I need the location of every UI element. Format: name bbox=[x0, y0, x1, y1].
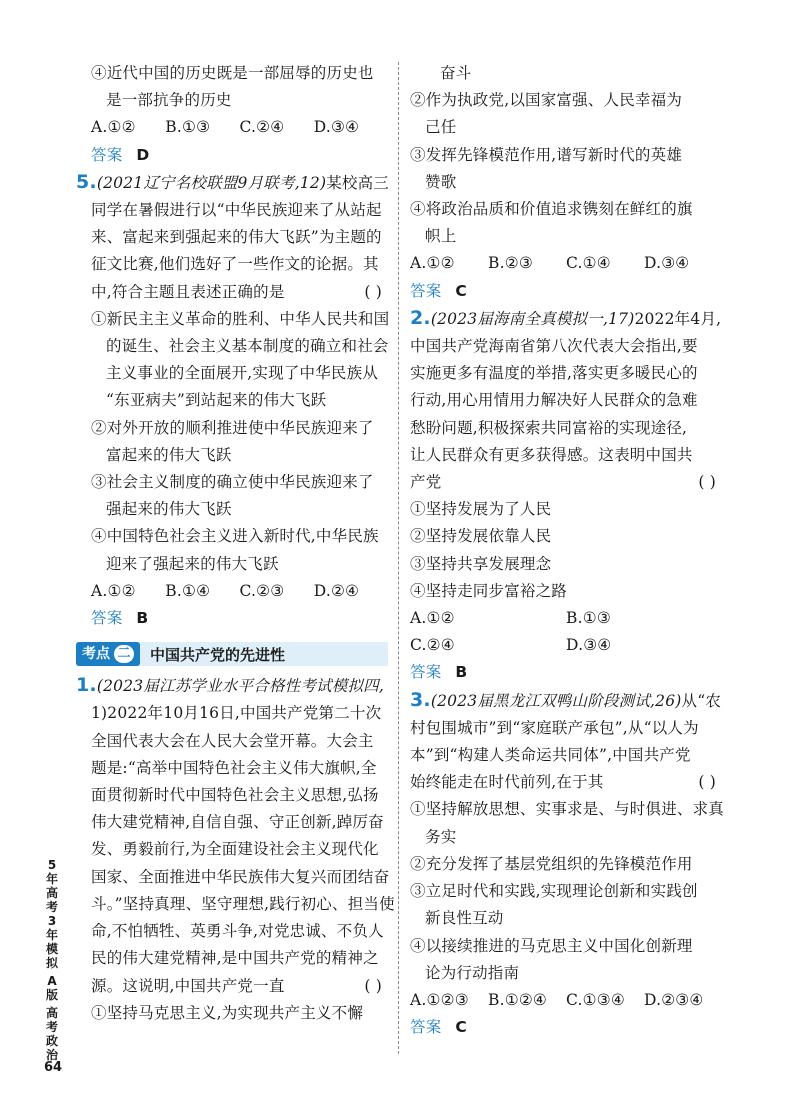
option-a: A.①② bbox=[91, 118, 136, 137]
answer-value: C bbox=[455, 281, 467, 300]
section-badge: 考点 二 bbox=[76, 642, 140, 666]
q2-options-row1 bbox=[410, 605, 722, 632]
option-d: D.③④ bbox=[644, 254, 690, 273]
answer-paren: ( ) bbox=[698, 473, 716, 492]
right-column: 奋斗 ②作为执政党,以国家富强、人民幸福为 己任 ③发挥先锋模范作用,谱写新时代的英雄 赞歌 ④将政治品质和价值追求镌刻在鲜红的旗 帜上 A.①② B.②③ C.①④ D.③④ 答案 C 2.(2023届海南全真模拟一,17)2022年4月, 中国共产党海南省第八次代表大会指出,要 实施更多有温度的举措,落实更多暖民心的 行动,用心用情用力解决好人民群众的急难 愁盼问题,积极探索共同富裕的实现途径, 让人民群众有更多获得感。这表明中国共 产党 ( ) ①坚持发展为了人民 ②坚持发展依靠人民 ③坚持共享发展理念 ④坚持走同步富裕之路 A.①② B.①③ C.②④ D.③④ 答案 B 3.(2023届黑龙江双鸭山阶段测试,26)从“农 村包围城市”到“家庭联产承包”,从“以人为 本”到“构建人类命运共同体”,中国共产党 始终能走在时代前列,在于其 ( ) ①坚持解放思想、实事求是、与时俱进、求真 务实 ②充分发挥了基层党组织的先锋模范作用 ③立足时代和实践,实现理论创新和实践创 新良性互动 ④以接续推进的马克思主义中国化创新理 论为行动指南 A.①②③ B.①②④ C.①③④ D.②③④ 答案 C bbox=[410, 60, 722, 1041]
option-c: C.①④ bbox=[566, 254, 611, 273]
question-number: 5. bbox=[76, 170, 97, 193]
question-number: 2. bbox=[410, 306, 431, 329]
option-a: A.①② bbox=[91, 581, 136, 600]
q3-stem-last: 始终能走在时代前列,在于其 ( ) bbox=[410, 769, 722, 796]
answer-value: D bbox=[136, 145, 150, 164]
question-number: 3. bbox=[410, 688, 431, 711]
answer-paren: ( ) bbox=[364, 976, 382, 995]
option-c: C.②④ bbox=[239, 118, 285, 137]
option-d: D.③④ bbox=[566, 636, 612, 655]
option-d: D.③④ bbox=[313, 118, 360, 137]
q2-stem-last: 产党 ( ) bbox=[410, 469, 722, 496]
answer-value: B bbox=[455, 663, 468, 682]
q1-item3: ③发挥先锋模范作用,谱写新时代的英雄 bbox=[410, 145, 683, 164]
q5-options bbox=[76, 578, 388, 605]
question-source: (2023届江苏学业水平合格性考试模拟四, bbox=[96, 677, 384, 696]
q3-answer bbox=[410, 1014, 722, 1041]
q5-item1: ①新民主主义革命的胜利、中华人民共和国 bbox=[91, 309, 390, 328]
q2-item: ①坚持发展为了人民 bbox=[410, 500, 552, 519]
q5-stem-line: 同学在暑假进行以“中华民族迎来了从站起 bbox=[91, 201, 382, 220]
q2-item: ②坚持发展依靠人民 bbox=[410, 527, 552, 546]
answer-paren: ( ) bbox=[364, 282, 382, 301]
q5-item3: ③社会主义制度的确立使中华民族迎来了 bbox=[91, 473, 374, 492]
section-title: 中国共产党的先进性 bbox=[150, 645, 286, 664]
option-c: C.②③ bbox=[239, 581, 285, 600]
q1-options bbox=[410, 250, 722, 277]
q3-options bbox=[410, 987, 722, 1014]
section-number: 二 bbox=[114, 645, 134, 663]
q5-stem-last: 中,符合主题且表述正确的是 ( ) bbox=[76, 279, 388, 306]
answer-paren: ( ) bbox=[698, 773, 716, 792]
q3-item4: ④以接续推进的马克思主义中国化创新理 bbox=[410, 936, 693, 955]
option-a: A.①②③ bbox=[410, 990, 469, 1009]
q2-item: ③坚持共享发展理念 bbox=[410, 554, 552, 573]
q4-answer bbox=[76, 142, 388, 169]
q5-first-line: 5.(2021辽宁名校联盟9月联考,12)某校高三 bbox=[76, 170, 390, 193]
q1-stem-last: 源。这说明,中国共产党一直 ( ) bbox=[76, 973, 388, 1000]
page-number: 64 bbox=[44, 1060, 63, 1075]
question-number: 1. bbox=[76, 674, 97, 697]
answer-label: 答案 bbox=[410, 281, 442, 300]
q5-item2: ②对外开放的顺利推进使中华民族迎来了 bbox=[91, 418, 374, 437]
option-d: D.②③④ bbox=[644, 990, 704, 1009]
book-sidebar-label: 5 年 高 考 3 年 模 拟 A 版 高 考 政 治 bbox=[45, 858, 58, 1062]
option-c: C.①③④ bbox=[566, 990, 625, 1009]
option-b: B.②③ bbox=[488, 254, 533, 273]
q3-item1: ①坚持解放思想、实事求是、与时俱进、求真 bbox=[410, 800, 725, 819]
q2-options-row2 bbox=[410, 632, 722, 659]
q1-answer bbox=[410, 278, 722, 305]
q1-item1-tail: 奋斗 bbox=[440, 64, 472, 82]
q2-item: ④坚持走同步富裕之路 bbox=[410, 581, 568, 600]
answer-label: 答案 bbox=[91, 609, 123, 628]
answer-label: 答案 bbox=[410, 1018, 442, 1037]
q4-item4-line1: ④近代中国的历史既是一部屈辱的历史也 bbox=[91, 64, 374, 82]
q5-item4: ④中国特色社会主义进入新时代,中华民族 bbox=[91, 527, 379, 546]
q5-stem-line: 来、富起来到强起来的伟大飞跃”为主题的 bbox=[91, 228, 382, 247]
question-source: (2023届海南全真模拟一,17) bbox=[430, 309, 635, 328]
section-header bbox=[76, 642, 388, 666]
question-source: (2021辽宁名校联盟9月联考,12) bbox=[96, 173, 327, 192]
answer-value: B bbox=[136, 609, 149, 628]
question-source: (2023届黑龙江双鸭山阶段测试,26) bbox=[430, 691, 682, 710]
q2-answer bbox=[410, 659, 722, 686]
left-column: ④近代中国的历史既是一部屈辱的历史也 是一部抗争的历史 A.①② B.①③ C.②④ D.③④ 答案 D 5.(2021辽宁名校联盟9月联考,12)某校高三 同学在暑假进行以“中华民族迎来了从站起 来、富起来到强起来的伟大飞跃”为主题的 征文比赛,他们选好了一些作文的论据。其 中,符合主题且表述正确的是 ( ) ①新民主主义革命的胜利、中华人民共和国 的诞生、社会主义基本制度的确立和社会 主义事业的全面展开,实现了中华民族从 “东亚病夫”到站起来的伟大飞跃 ②对外开放的顺利推进使中华民族迎来了 富起来的伟大飞跃 ③社会主义制度的确立使中华民族迎来了 强起来的伟大飞跃 ④中国特色社会主义进入新时代,中华民族 迎来了强起来的伟大飞跃 A.①② B.①④ C.②③ D.②④ 答案 B 考点 二 中国共产党的先进性 1.(2023届江苏学业水平合格性考试模拟四, 1)2022年10月16日,中国共产党第二十次 全国代表大会在人民大会堂开幕。大会主 题是:“高举中国特色社会主义伟大旗帜,全 面贯彻新时代中国特色社会主义思想,弘扬 伟大建党精神,自信自强、守正创新,踔厉奋 发、勇毅前行,为全面建设社会主义现代化 国家、全面推进中华民族伟大复兴而团结奋 斗。”坚持真理、坚守理想,践行初心、担当使 命,不怕牺牲、英勇斗争,对党忠诚、不负人 民的伟大建党精神,是中国共产党的精神之 源。这说明,中国共产党一直 ( ) ①坚持马克思主义,为实现共产主义不懈 bbox=[76, 60, 388, 1027]
option-b: B.①②④ bbox=[488, 990, 548, 1009]
q4-options bbox=[76, 114, 388, 141]
column-divider bbox=[398, 62, 399, 1054]
q1-item1: ①坚持马克思主义,为实现共产主义不懈 bbox=[91, 1003, 364, 1022]
q1-item4: ④将政治品质和价值追求镌刻在鲜红的旗 bbox=[410, 200, 693, 219]
q5-answer bbox=[76, 605, 388, 632]
q1-item2: ②作为执政党,以国家富强、人民幸福为 bbox=[410, 91, 683, 110]
q4-item4-line2: 是一部抗争的历史 bbox=[106, 91, 232, 110]
answer-label: 答案 bbox=[410, 663, 442, 682]
option-a: A.①② bbox=[410, 609, 455, 628]
answer-value: C bbox=[455, 1018, 467, 1037]
option-d: D.②④ bbox=[313, 581, 360, 600]
q5-stem-line: 征文比赛,他们选好了一些作文的论据。其 bbox=[91, 255, 379, 274]
option-b: B.①④ bbox=[165, 581, 211, 600]
q3-item3: ③立足时代和实践,实现理论创新和实践创 bbox=[410, 882, 698, 901]
q2-first-line: 2.(2023届海南全真模拟一,17)2022年4月, bbox=[410, 306, 722, 329]
q1-first-line bbox=[76, 672, 388, 700]
option-b: B.①③ bbox=[566, 609, 611, 628]
option-b: B.①③ bbox=[165, 118, 211, 137]
answer-label: 答案 bbox=[91, 145, 123, 164]
q3-first-line: 3.(2023届黑龙江双鸭山阶段测试,26)从“农 bbox=[410, 688, 722, 711]
option-c: C.②④ bbox=[410, 636, 455, 655]
q3-item2: ②充分发挥了基层党组织的先锋模范作用 bbox=[410, 854, 693, 873]
option-a: A.①② bbox=[410, 254, 455, 273]
